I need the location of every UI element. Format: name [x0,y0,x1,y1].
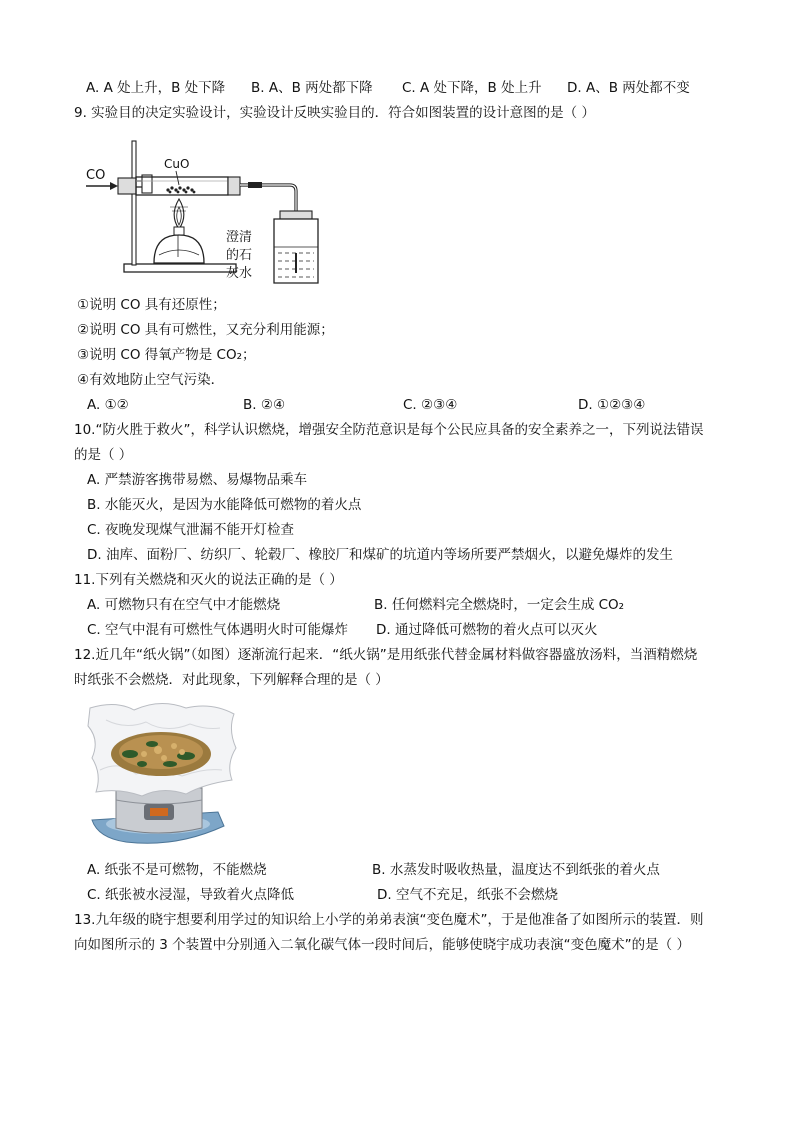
q9-statement-2: ②说明 CO 具有可燃性，又充分利用能源； [77,322,334,338]
q11-stem: 11.下列有关燃烧和灭火的说法正确的是（ ） [74,572,343,588]
q10-option-c: C. 夜晚发现煤气泄漏不能开灯检查 [87,522,295,538]
q9-statement-4: ④有效地防止空气污染． [77,372,225,388]
q12-stem-line-2: 时纸张不会燃烧．对此现象，下列解释合理的是（ ） [74,672,389,688]
q12-stem-line-1: 12.近几年“纸火锅”（如图）逐渐流行起来．“纸火锅”是用纸张代替金属材料做容器盛放汤料，当酒精燃烧 [74,647,698,663]
limewater-label-1: 澄清 [226,230,253,245]
q12-option-a: A. 纸张不是可燃物，不能燃烧 [87,862,267,878]
limewater-label-3: 灰水 [226,266,253,281]
q8-option-b: B. A、B 两处都下降 [251,80,373,96]
q9-stem: 9. 实验目的决定实验设计，实验设计反映实验目的．符合如图装置的设计意图的是（ ） [74,105,595,121]
cuo-label: CuO [164,157,190,171]
co-reduction-apparatus-figure [84,137,324,285]
q9-statement-1: ①说明 CO 具有还原性； [77,297,226,313]
limewater-label-2: 的石 [226,248,253,263]
q10-stem-line-1: 10.“防火胜于救火”，科学认识燃烧，增强安全防范意识是每个公民应具备的安全素养之一，下列说法错误 [74,422,704,438]
q13-stem-line-1: 13.九年级的晓宇想要利用学过的知识给上小学的弟弟表演“变色魔术”，于是他准备了如图所示的装置．则 [74,912,704,928]
q10-stem-line-2: 的是（ ） [74,447,133,463]
q11-option-d: D. 通过降低可燃物的着火点可以灭火 [376,622,598,638]
q11-option-a: A. 可燃物只有在空气中才能燃烧 [87,597,281,613]
q10-option-a: A. 严禁游客携带易燃、易爆物品乘车 [87,472,308,488]
q13-stem-line-2: 向如图所示的 3 个装置中分别通入二氧化碳气体一段时间后，能够使晓宇成功表演“变色魔术”的是（ ） [74,937,690,953]
q8-option-a: A. A 处上升，B 处下降 [86,80,226,96]
q8-option-c: C. A 处下降，B 处上升 [402,80,542,96]
q12-option-b: B. 水蒸发时吸收热量，温度达不到纸张的着火点 [372,862,660,878]
q9-option-b: B. ②④ [243,397,286,413]
paper-hotpot-photo [86,700,238,850]
q11-option-b: B. 任何燃料完全燃烧时，一定会生成 CO₂ [374,597,625,613]
q10-option-d: D. 油库、面粉厂、纺织厂、轮毂厂、橡胶厂和煤矿的坑道内等场所要严禁烟火，以避免爆炸的发生 [87,547,673,563]
q12-option-c: C. 纸张被水浸湿，导致着火点降低 [87,887,295,903]
q12-option-d: D. 空气不充足，纸张不会燃烧 [377,887,558,903]
q9-option-a: A. ①② [87,397,129,413]
q9-option-c: C. ②③④ [403,397,458,413]
q11-option-c: C. 空气中混有可燃性气体遇明火时可能爆炸 [87,622,349,638]
q9-statement-3: ③说明 CO 得氧产物是 CO₂； [77,347,256,363]
co-label: CO [86,168,106,183]
q10-option-b: B. 水能灭火，是因为水能降低可燃物的着火点 [87,497,362,513]
q8-option-d: D. A、B 两处都不变 [567,80,690,96]
q9-option-d: D. ①②③④ [578,397,646,413]
